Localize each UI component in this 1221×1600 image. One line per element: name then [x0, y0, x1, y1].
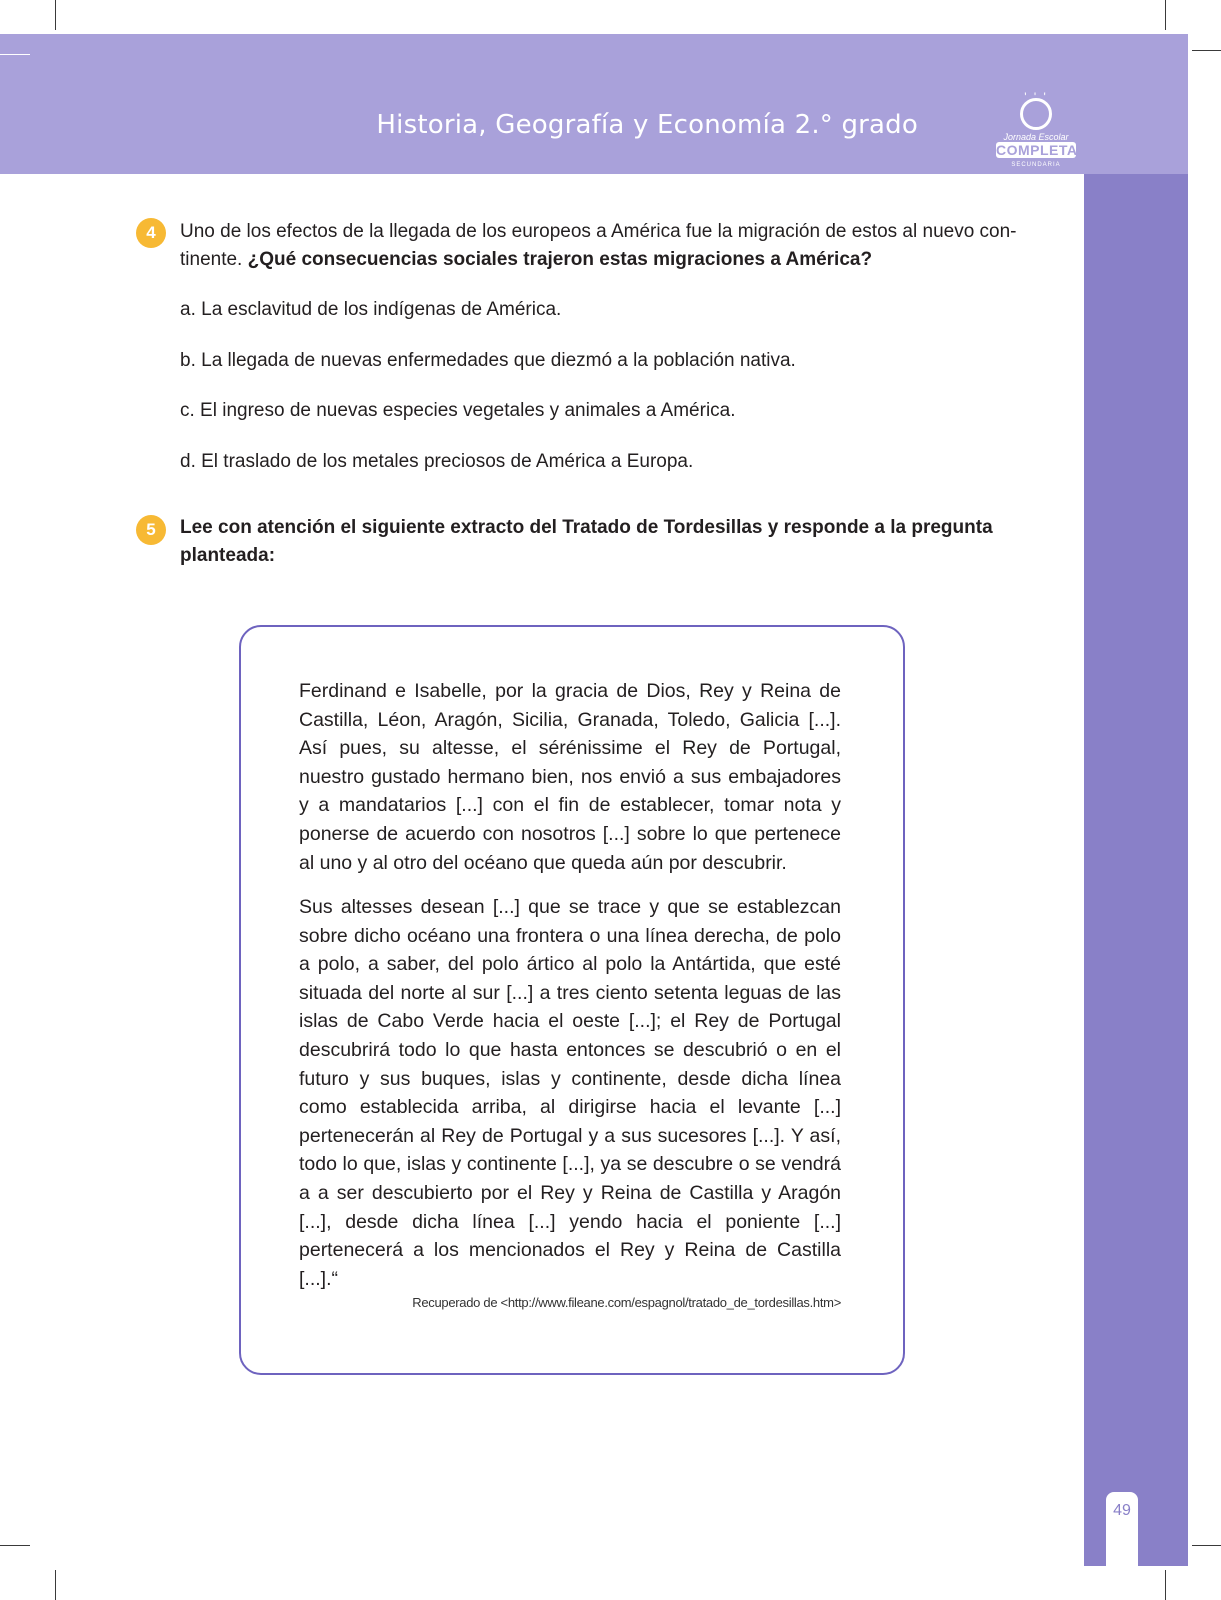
logo-line3: SECUNDARIA: [1011, 162, 1061, 168]
quote-paragraph-1: Ferdinand e Isabelle, por la gracia de Dios, Rey y Reina de Castilla, Léon, Aragón, Sicilia, Granada, Toledo, Galicia [...]. Así pues, su altesse, el sérénissime el Rey de Portugal, nuestro gustado hermano bien, nos envió a sus embajadores y a mandatarios [...] con el fin de establecer, tomar nota y ponerse de acuerdo con nosotros [...] sobre lo que pertenece al uno y al otro del océano que queda aún por descubrir.: [299, 680, 841, 874]
sun-icon: [1020, 98, 1052, 130]
question-5-badge: 5: [136, 515, 166, 545]
logo-line1: Jornada Escolar: [1003, 132, 1069, 142]
crop-mark: [55, 0, 56, 30]
question-5-line1: Lee con atención el siguiente extracto del Tratado de Tordesillas y responde a la pregunta: [180, 517, 993, 538]
jornada-logo: [996, 92, 1076, 184]
header-band: [0, 34, 1188, 174]
header-divider: [0, 54, 30, 55]
crop-mark: [1165, 0, 1166, 30]
crop-mark: [1165, 1570, 1166, 1600]
crop-mark: [55, 1570, 56, 1600]
logo-line2: COMPLETA: [996, 142, 1078, 158]
quote-paragraph-2: Sus altesses desean [...] que se trace y que se establezcan sobre dicho océano una frontera o una línea derecha, de polo a polo, a saber, del polo ártico al polo la Antártida, que esté situada del norte al sur [...] a tres ciento setenta leguas de las islas de Cabo Verde hacia el oeste [...]; el Rey de Portugal descubrirá todo lo que hasta entonces se descubrió o en el futuro y sus buques, islas y continente, desde dicha línea como establecida arriba, al dirigirse hacia el levante [...] pertenecerán al Rey de Portugal y a sus sucesores [...]. Y así, todo lo que, islas y continente [...], ya se descubre o se vendrá a a ser descubierto por el Rey y Reina de Castilla y Aragón [...], desde dicha línea [...] yendo hacia el poniente [...] pertenecerá a los mencionados el Rey y Reina de Castilla [...].“: [299, 896, 841, 1290]
crop-mark: [0, 1545, 30, 1546]
sidebar-band: [1084, 174, 1188, 1566]
quote-source: Recuperado de <http://www.fileane.com/espagnol/tratado_de_tordesillas.htm>: [412, 1295, 841, 1310]
page-number: 49: [1113, 1502, 1131, 1519]
option-b: b. La llegada de nuevas enfermedades que diezmó a la población nativa.: [180, 350, 796, 371]
question-4-prompt: ¿Qué consecuencias sociales trajeron estas migraciones a América?: [247, 249, 873, 270]
question-4-badge: 4: [136, 218, 166, 248]
question-4-line1: Uno de los efectos de la llegada de los europeos a América fue la migración de estos al nuevo con-: [180, 221, 1017, 242]
page-title: Historia, Geografía y Economía 2.° grado: [376, 110, 918, 140]
option-d: d. El traslado de los metales preciosos de América a Europa.: [180, 451, 694, 472]
option-c: c. El ingreso de nuevas especies vegetales y animales a América.: [180, 400, 736, 421]
crop-mark: [1192, 1545, 1221, 1546]
question-5-line2: planteada:: [180, 545, 276, 566]
question-4-intro-cont: tinente.: [180, 249, 248, 270]
question-4-line2: [180, 246, 1060, 274]
crop-mark: [1192, 50, 1221, 51]
sun-rays-icon: ' ' ': [1024, 90, 1048, 104]
option-a: a. La esclavitud de los indígenas de América.: [180, 299, 562, 320]
